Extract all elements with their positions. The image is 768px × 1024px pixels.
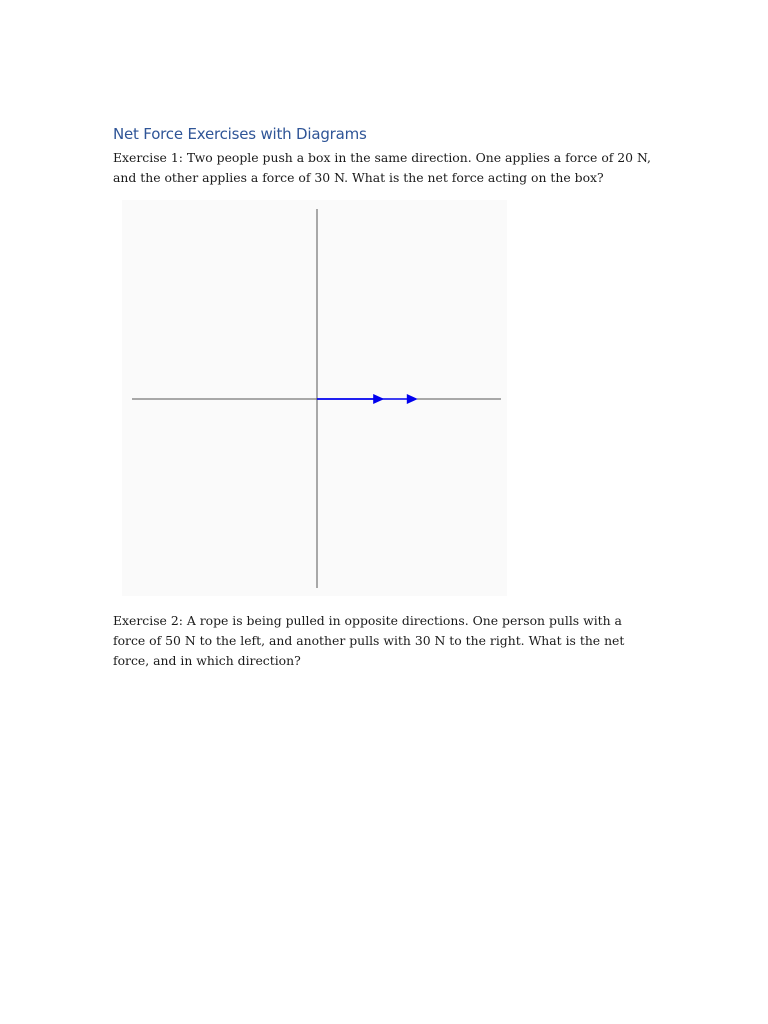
page-title: Net Force Exercises with Diagrams bbox=[113, 125, 367, 143]
exercise-2-text: Exercise 2: A rope is being pulled in opposite directions. One person pulls with a force of 50 N to the left, and another pulls with 30 N to the right. What is the net force, and in which direction? bbox=[113, 613, 625, 668]
force-diagram bbox=[122, 200, 507, 596]
exercise-1-text: Exercise 1: Two people push a box in the same direction. One applies a force of 20 N, and the other applies a force of 30 N. What is the net force acting on the box? bbox=[113, 150, 651, 185]
force-diagram-svg bbox=[122, 200, 507, 596]
force-vectors bbox=[317, 394, 418, 404]
force-vector-2-arrowhead bbox=[407, 394, 418, 404]
